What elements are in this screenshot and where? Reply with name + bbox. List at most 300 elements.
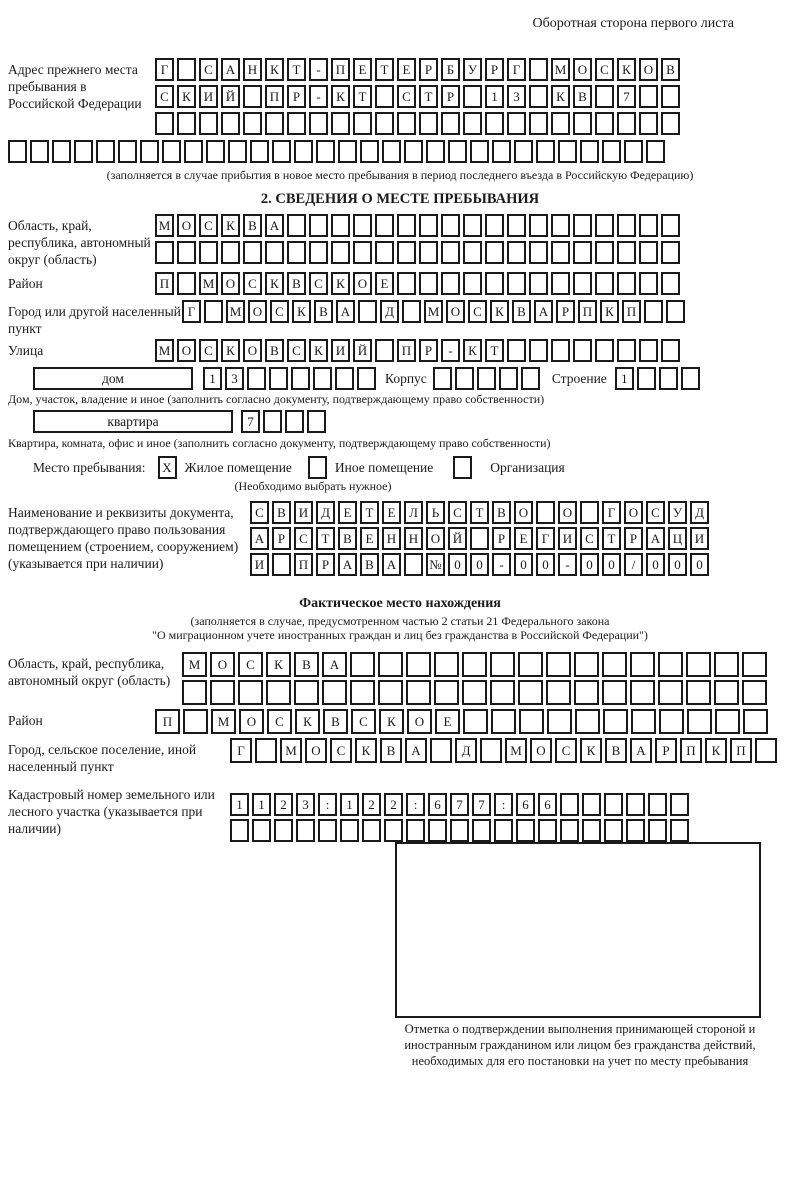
char-box[interactable] [338, 140, 357, 163]
char-box[interactable] [404, 140, 423, 163]
char-box[interactable] [536, 501, 555, 524]
char-box[interactable]: Д [316, 501, 335, 524]
char-box[interactable]: Т [470, 501, 489, 524]
char-box[interactable] [250, 140, 269, 163]
char-box[interactable] [626, 793, 645, 816]
char-box[interactable] [221, 241, 240, 264]
char-box[interactable] [637, 367, 656, 390]
char-box[interactable] [519, 709, 544, 734]
char-box[interactable] [384, 819, 403, 842]
char-box[interactable] [529, 272, 548, 295]
char-box[interactable]: 1 [615, 367, 634, 390]
char-box[interactable] [639, 214, 658, 237]
char-box[interactable] [470, 140, 489, 163]
char-box[interactable]: С [595, 58, 614, 81]
char-box[interactable] [463, 85, 482, 108]
char-box[interactable]: М [155, 339, 174, 362]
char-box[interactable] [574, 680, 599, 705]
char-box[interactable] [574, 652, 599, 677]
char-box[interactable]: 0 [690, 553, 709, 576]
char-box[interactable]: С [309, 272, 328, 295]
char-box[interactable]: 1 [203, 367, 222, 390]
char-box[interactable] [269, 367, 288, 390]
char-box[interactable]: О [243, 339, 262, 362]
char-box[interactable] [582, 819, 601, 842]
char-box[interactable]: П [265, 85, 284, 108]
char-box[interactable] [595, 85, 614, 108]
char-box[interactable] [434, 652, 459, 677]
char-box[interactable] [485, 214, 504, 237]
char-box[interactable] [639, 85, 658, 108]
char-box[interactable]: Т [287, 58, 306, 81]
char-box[interactable]: Е [382, 501, 401, 524]
char-box[interactable] [294, 680, 319, 705]
char-box[interactable]: П [155, 709, 180, 734]
char-box[interactable]: П [622, 300, 641, 323]
char-box[interactable]: Й [353, 339, 372, 362]
char-box[interactable]: 3 [296, 793, 315, 816]
char-box[interactable] [595, 241, 614, 264]
char-box[interactable] [485, 112, 504, 135]
char-box[interactable] [455, 367, 474, 390]
char-box[interactable] [580, 140, 599, 163]
char-box[interactable]: - [558, 553, 577, 576]
char-box[interactable] [646, 140, 665, 163]
char-box[interactable]: 7 [450, 793, 469, 816]
char-box[interactable]: Р [556, 300, 575, 323]
char-box[interactable]: / [624, 553, 643, 576]
char-box[interactable]: М [211, 709, 236, 734]
char-box[interactable] [404, 553, 423, 576]
char-box[interactable] [118, 140, 137, 163]
char-box[interactable]: С [199, 58, 218, 81]
char-box[interactable]: А [221, 58, 240, 81]
char-box[interactable] [670, 819, 689, 842]
char-box[interactable]: Т [602, 527, 621, 550]
char-box[interactable] [358, 300, 377, 323]
char-box[interactable] [639, 339, 658, 362]
char-box[interactable] [353, 214, 372, 237]
char-box[interactable]: Т [360, 501, 379, 524]
char-box[interactable]: С [397, 85, 416, 108]
char-box[interactable]: К [490, 300, 509, 323]
char-box[interactable]: К [331, 85, 350, 108]
char-box[interactable]: С [448, 501, 467, 524]
char-box[interactable]: П [294, 553, 313, 576]
char-box[interactable] [648, 793, 667, 816]
char-box[interactable]: О [248, 300, 267, 323]
char-box[interactable] [30, 140, 49, 163]
char-box[interactable] [546, 652, 571, 677]
char-box[interactable]: В [265, 339, 284, 362]
char-box[interactable] [331, 214, 350, 237]
char-box[interactable] [538, 819, 557, 842]
char-box[interactable]: Б [441, 58, 460, 81]
char-box[interactable] [375, 214, 394, 237]
char-box[interactable]: О [639, 58, 658, 81]
char-box[interactable]: В [512, 300, 531, 323]
char-box[interactable]: К [266, 652, 291, 677]
char-box[interactable] [177, 112, 196, 135]
char-box[interactable] [397, 214, 416, 237]
char-box[interactable]: Е [353, 58, 372, 81]
char-box[interactable] [573, 214, 592, 237]
char-box[interactable] [199, 112, 218, 135]
char-box[interactable]: А [646, 527, 665, 550]
char-box[interactable] [516, 819, 535, 842]
char-box[interactable] [529, 85, 548, 108]
char-box[interactable] [397, 272, 416, 295]
char-box[interactable]: О [221, 272, 240, 295]
char-box[interactable]: С [468, 300, 487, 323]
char-box[interactable]: П [578, 300, 597, 323]
char-box[interactable]: 6 [538, 793, 557, 816]
char-box[interactable] [397, 112, 416, 135]
char-box[interactable] [463, 272, 482, 295]
char-box[interactable] [681, 367, 700, 390]
char-box[interactable] [340, 819, 359, 842]
char-box[interactable]: Е [338, 501, 357, 524]
char-box[interactable]: В [272, 501, 291, 524]
char-box[interactable]: Р [419, 58, 438, 81]
char-box[interactable] [560, 793, 579, 816]
char-box[interactable] [230, 819, 249, 842]
char-box[interactable] [480, 738, 502, 763]
char-box[interactable] [477, 367, 496, 390]
char-box[interactable]: К [265, 58, 284, 81]
char-box[interactable]: Е [397, 58, 416, 81]
char-box[interactable] [518, 652, 543, 677]
char-box[interactable] [287, 112, 306, 135]
char-box[interactable]: С [199, 214, 218, 237]
char-box[interactable]: № [426, 553, 445, 576]
char-box[interactable] [448, 140, 467, 163]
char-box[interactable] [529, 214, 548, 237]
char-box[interactable] [441, 214, 460, 237]
char-box[interactable] [155, 241, 174, 264]
char-box[interactable]: О [426, 527, 445, 550]
char-box[interactable]: В [380, 738, 402, 763]
char-box[interactable] [463, 709, 488, 734]
char-box[interactable] [529, 339, 548, 362]
char-box[interactable]: Е [375, 272, 394, 295]
char-box[interactable] [335, 367, 354, 390]
char-box[interactable]: С [199, 339, 218, 362]
char-box[interactable]: Т [375, 58, 394, 81]
char-box[interactable] [331, 112, 350, 135]
char-box[interactable] [375, 241, 394, 264]
char-box[interactable]: К [221, 339, 240, 362]
char-box[interactable]: 0 [536, 553, 555, 576]
char-box[interactable] [287, 241, 306, 264]
char-box[interactable] [551, 272, 570, 295]
char-box[interactable] [546, 680, 571, 705]
char-box[interactable]: Е [435, 709, 460, 734]
char-box[interactable]: С [287, 339, 306, 362]
char-box[interactable] [472, 819, 491, 842]
char-box[interactable]: Р [655, 738, 677, 763]
char-box[interactable]: С [243, 272, 262, 295]
char-box[interactable]: 2 [384, 793, 403, 816]
char-box[interactable] [551, 339, 570, 362]
char-box[interactable]: Г [230, 738, 252, 763]
char-box[interactable] [666, 300, 685, 323]
char-box[interactable]: И [331, 339, 350, 362]
char-box[interactable] [514, 140, 533, 163]
char-box[interactable] [494, 819, 513, 842]
char-box[interactable]: И [558, 527, 577, 550]
char-box[interactable] [485, 241, 504, 264]
char-box[interactable] [661, 339, 680, 362]
char-box[interactable] [518, 680, 543, 705]
char-box[interactable] [617, 272, 636, 295]
char-box[interactable]: Н [243, 58, 262, 81]
char-box[interactable]: М [551, 58, 570, 81]
char-box[interactable]: Д [455, 738, 477, 763]
char-box[interactable]: 0 [470, 553, 489, 576]
char-box[interactable] [360, 140, 379, 163]
char-box[interactable]: О [624, 501, 643, 524]
char-box[interactable] [353, 241, 372, 264]
char-box[interactable]: Й [448, 527, 467, 550]
char-box[interactable] [357, 367, 376, 390]
char-box[interactable] [687, 709, 712, 734]
char-box[interactable] [243, 241, 262, 264]
char-box[interactable] [263, 410, 282, 433]
char-box[interactable]: Г [536, 527, 555, 550]
char-box[interactable] [661, 241, 680, 264]
char-box[interactable]: А [250, 527, 269, 550]
char-box[interactable] [419, 272, 438, 295]
char-box[interactable] [419, 214, 438, 237]
char-box[interactable] [287, 214, 306, 237]
char-box[interactable] [255, 738, 277, 763]
char-box[interactable] [580, 501, 599, 524]
char-box[interactable] [743, 709, 768, 734]
checkbox-organizatsiya[interactable] [453, 456, 472, 479]
checkbox-zhiloe[interactable]: X [158, 456, 177, 479]
char-box[interactable] [206, 140, 225, 163]
char-box[interactable]: Ц [668, 527, 687, 550]
char-box[interactable] [285, 410, 304, 433]
char-box[interactable] [441, 112, 460, 135]
char-box[interactable]: К [463, 339, 482, 362]
char-box[interactable] [426, 140, 445, 163]
char-box[interactable]: 3 [507, 85, 526, 108]
char-box[interactable]: В [661, 58, 680, 81]
char-box[interactable] [573, 241, 592, 264]
char-box[interactable]: В [492, 501, 511, 524]
char-box[interactable]: М [226, 300, 245, 323]
char-box[interactable]: П [730, 738, 752, 763]
char-box[interactable]: Г [602, 501, 621, 524]
char-box[interactable]: С [351, 709, 376, 734]
char-box[interactable] [639, 272, 658, 295]
char-box[interactable] [177, 241, 196, 264]
char-box[interactable]: А [382, 553, 401, 576]
char-box[interactable]: К [292, 300, 311, 323]
char-box[interactable]: В [243, 214, 262, 237]
char-box[interactable] [430, 738, 452, 763]
char-box[interactable]: А [322, 652, 347, 677]
char-box[interactable]: Т [316, 527, 335, 550]
char-box[interactable]: О [239, 709, 264, 734]
char-box[interactable]: А [338, 553, 357, 576]
char-box[interactable]: С [250, 501, 269, 524]
char-box[interactable] [661, 272, 680, 295]
char-box[interactable] [8, 140, 27, 163]
char-box[interactable]: С [155, 85, 174, 108]
char-box[interactable] [309, 112, 328, 135]
char-box[interactable] [470, 527, 489, 550]
char-box[interactable]: 0 [602, 553, 621, 576]
char-box[interactable]: 3 [225, 367, 244, 390]
char-box[interactable]: Р [624, 527, 643, 550]
char-box[interactable]: М [505, 738, 527, 763]
char-box[interactable]: Р [485, 58, 504, 81]
char-box[interactable]: 0 [580, 553, 599, 576]
char-box[interactable]: К [221, 214, 240, 237]
char-box[interactable] [462, 680, 487, 705]
char-box[interactable] [322, 680, 347, 705]
char-box[interactable] [441, 241, 460, 264]
char-box[interactable] [265, 112, 284, 135]
char-box[interactable] [307, 410, 326, 433]
char-box[interactable] [604, 793, 623, 816]
char-box[interactable] [294, 140, 313, 163]
char-box[interactable] [670, 793, 689, 816]
char-box[interactable]: 0 [646, 553, 665, 576]
char-box[interactable]: : [494, 793, 513, 816]
char-box[interactable] [491, 709, 516, 734]
char-box[interactable] [155, 112, 174, 135]
char-box[interactable] [291, 367, 310, 390]
char-box[interactable] [595, 112, 614, 135]
char-box[interactable] [602, 140, 621, 163]
char-box[interactable]: 1 [252, 793, 271, 816]
char-box[interactable]: К [705, 738, 727, 763]
char-box[interactable]: Г [155, 58, 174, 81]
char-box[interactable] [639, 241, 658, 264]
char-box[interactable]: 7 [617, 85, 636, 108]
char-box[interactable] [714, 680, 739, 705]
char-box[interactable] [490, 680, 515, 705]
char-box[interactable] [140, 140, 159, 163]
char-box[interactable]: В [323, 709, 348, 734]
char-box[interactable] [162, 140, 181, 163]
char-box[interactable] [375, 112, 394, 135]
char-box[interactable] [603, 709, 628, 734]
char-box[interactable] [350, 680, 375, 705]
char-box[interactable] [604, 819, 623, 842]
char-box[interactable] [631, 709, 656, 734]
char-box[interactable] [450, 819, 469, 842]
char-box[interactable]: А [265, 214, 284, 237]
char-box[interactable] [463, 214, 482, 237]
char-box[interactable] [463, 241, 482, 264]
char-box[interactable]: Т [485, 339, 504, 362]
char-box[interactable]: П [155, 272, 174, 295]
char-box[interactable] [238, 680, 263, 705]
char-box[interactable] [602, 680, 627, 705]
char-box[interactable] [406, 680, 431, 705]
char-box[interactable]: 2 [274, 793, 293, 816]
char-box[interactable] [595, 339, 614, 362]
char-box[interactable] [492, 140, 511, 163]
char-box[interactable] [362, 819, 381, 842]
char-box[interactable]: К [551, 85, 570, 108]
char-box[interactable]: С [294, 527, 313, 550]
char-box[interactable] [378, 680, 403, 705]
char-box[interactable]: Е [360, 527, 379, 550]
char-box[interactable] [433, 367, 452, 390]
char-box[interactable] [177, 272, 196, 295]
char-box[interactable] [630, 652, 655, 677]
char-box[interactable] [529, 241, 548, 264]
char-box[interactable]: : [318, 793, 337, 816]
char-box[interactable] [617, 214, 636, 237]
char-box[interactable] [96, 140, 115, 163]
char-box[interactable]: М [155, 214, 174, 237]
char-box[interactable] [434, 680, 459, 705]
char-box[interactable] [316, 140, 335, 163]
char-box[interactable]: П [397, 339, 416, 362]
char-box[interactable] [686, 652, 711, 677]
char-box[interactable] [265, 241, 284, 264]
char-box[interactable]: Р [316, 553, 335, 576]
char-box[interactable]: К [331, 272, 350, 295]
char-box[interactable]: О [210, 652, 235, 677]
char-box[interactable]: Т [353, 85, 372, 108]
char-box[interactable] [617, 112, 636, 135]
char-box[interactable] [551, 241, 570, 264]
char-box[interactable] [462, 652, 487, 677]
char-box[interactable] [507, 241, 526, 264]
char-box[interactable]: 0 [514, 553, 533, 576]
char-box[interactable] [573, 112, 592, 135]
char-box[interactable] [536, 140, 555, 163]
char-box[interactable] [406, 819, 425, 842]
char-box[interactable]: В [573, 85, 592, 108]
char-box[interactable] [575, 709, 600, 734]
char-box[interactable] [602, 652, 627, 677]
char-box[interactable] [204, 300, 223, 323]
char-box[interactable] [582, 793, 601, 816]
char-box[interactable]: 0 [668, 553, 687, 576]
char-box[interactable]: В [605, 738, 627, 763]
char-box[interactable] [406, 652, 431, 677]
char-box[interactable] [507, 112, 526, 135]
char-box[interactable]: - [492, 553, 511, 576]
char-box[interactable]: Д [380, 300, 399, 323]
char-box[interactable]: О [446, 300, 465, 323]
char-box[interactable] [661, 214, 680, 237]
char-box[interactable]: Н [382, 527, 401, 550]
char-box[interactable] [382, 140, 401, 163]
char-box[interactable] [74, 140, 93, 163]
char-box[interactable]: О [177, 214, 196, 237]
char-box[interactable]: В [294, 652, 319, 677]
char-box[interactable] [658, 680, 683, 705]
char-box[interactable]: 1 [230, 793, 249, 816]
char-box[interactable] [714, 652, 739, 677]
char-box[interactable]: О [514, 501, 533, 524]
char-box[interactable] [272, 140, 291, 163]
char-box[interactable]: И [690, 527, 709, 550]
char-box[interactable] [402, 300, 421, 323]
char-box[interactable]: К [295, 709, 320, 734]
char-box[interactable]: С [646, 501, 665, 524]
